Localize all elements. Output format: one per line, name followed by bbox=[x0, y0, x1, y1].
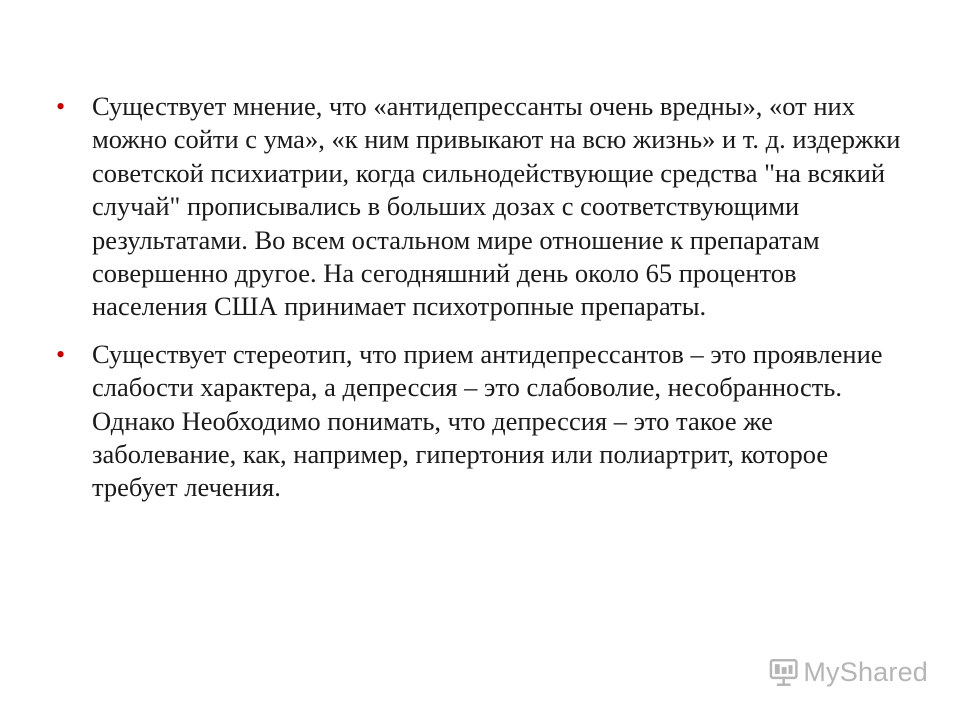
bullet-item-stereotype bbox=[56, 338, 906, 505]
myshared-logo[interactable] bbox=[768, 654, 928, 690]
logo-text: MyShared bbox=[803, 656, 928, 687]
bullet-text: Существует мнение, что «антидепрессанты очень вредны», «от них можно сойти с ума», «к ним привыкают на всю жизнь» и т. д. издержки советской психиатрии, когда сильнодействующие средства "на всякий случай" прописывались в больших дозах с соответствующими результатами. Во всем остальном мире отношение к препаратам совершенно другое. На сегодняшний день около 65 процентов населения США принимает психотропные препараты. bbox=[92, 91, 901, 322]
bullet-list bbox=[56, 90, 906, 519]
presentation-board-icon bbox=[768, 656, 799, 688]
bullet-marker: • bbox=[56, 92, 66, 121]
bullet-marker: • bbox=[56, 339, 66, 369]
bullet-text: Существует стереотип, что прием антидепрессантов – это проявление слабости характера, а депрессия – это слабоволие, несобранность. Однако Необходимо понимать, что депрессия – это такое же заболевание, как, например, гипертония или полиартрит, которое требует лечения. bbox=[92, 338, 883, 503]
bullet-item-antidepressants-opinion bbox=[56, 90, 906, 324]
